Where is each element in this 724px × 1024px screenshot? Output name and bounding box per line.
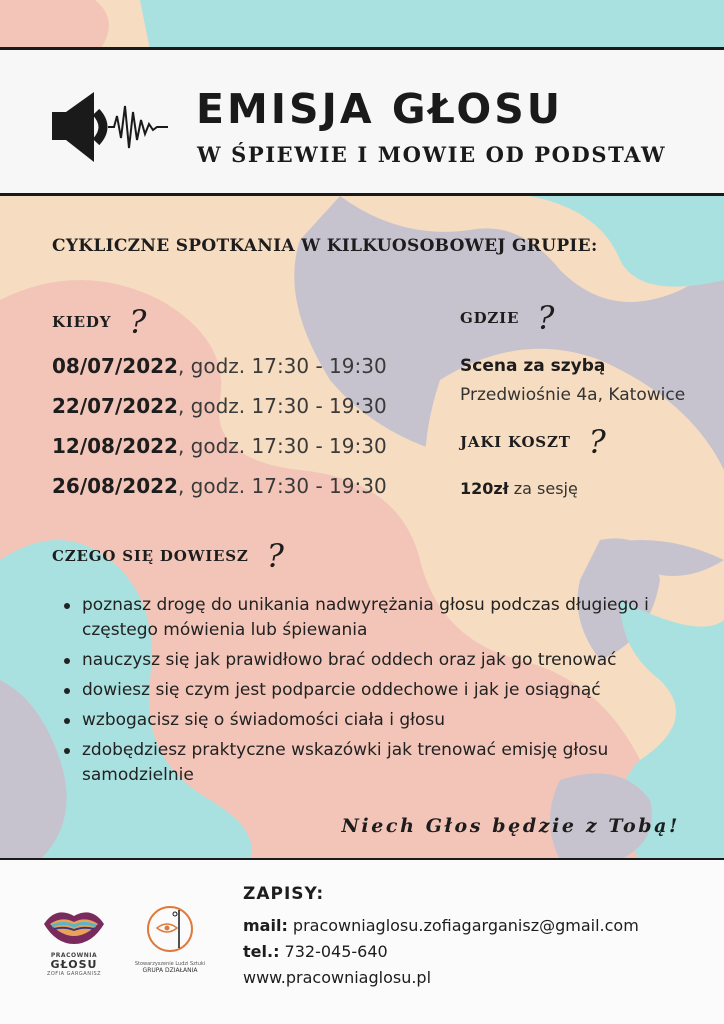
price-amount: 120zł [460,479,509,498]
list-item: poznasz drogę do unikania nadwyrężania głosu podczas długiego i częstego mówienia lub śpiewania [62,593,702,643]
list-item: wzbogacisz się o świadomości ciała i głosu [62,708,702,733]
when-label: KIEDY [52,313,112,331]
circle-eye-icon [145,904,195,954]
date-row: 08/07/2022, godz. 17:30 - 19:30 [52,354,387,378]
signup-heading: ZAPISY: [243,884,325,904]
question-mark-icon: ? [588,423,607,461]
lips-icon [42,904,106,948]
list-item: zdobędziesz praktyczne wskazówki jak trenować emisję głosu samodzielnie [62,738,702,788]
cost-heading [460,423,607,461]
question-mark-icon: ? [537,299,556,337]
logo1-line3: ZOFIA GARGANISZ [46,971,102,977]
logo1-line1: PRACOWNIA [50,952,98,959]
price [460,479,578,498]
learn-heading [52,537,285,575]
when-heading [52,303,148,341]
grupa-dzialania-logo [133,904,207,974]
intro-heading: CYKLICZNE SPOTKANIA W KILKUOSOBOWEJ GRUPIE: [52,236,598,256]
pracownia-glosu-logo [40,904,108,977]
learn-list [62,593,702,793]
dates-list [52,354,387,514]
email-link[interactable]: pracowniaglosu.zofiagarganisz@gmail.com [287,916,639,935]
page-subtitle: W ŚPIEWIE I MOWIE OD PODSTAW [197,142,667,167]
question-mark-icon: ? [129,303,148,341]
speaker-soundwave-icon [50,90,170,164]
date-row: 22/07/2022, godz. 17:30 - 19:30 [52,394,387,418]
date-row: 12/08/2022, godz. 17:30 - 19:30 [52,434,387,458]
page-title: EMISJA GŁOSU [196,85,564,133]
where-label: GDZIE [460,309,520,327]
contact-block [243,884,639,994]
venue-name: Scena za szybą [460,356,606,376]
logo2-line1: Stowarzyszenie Ludzi Sztuki [134,961,206,967]
website-link[interactable]: www.pracowniaglosu.pl [243,968,432,987]
phone-link[interactable]: 732-045-640 [279,942,388,961]
email-row: mail: pracowniaglosu.zofiagarganisz@gmail.com [243,916,639,935]
logo2-line2: GRUPA DZIAŁANIA [142,967,198,974]
learn-label: CZEGO SIĘ DOWIESZ [52,547,249,565]
phone-row: tel.: 732-045-640 [243,942,388,961]
date-row: 26/08/2022, godz. 17:30 - 19:30 [52,474,387,498]
where-heading [460,299,556,337]
footer [0,858,724,1024]
header-banner [0,47,724,196]
venue-address: Przedwiośnie 4a, Katowice [460,385,686,405]
motto: Niech Głos będzie z Tobą! [341,815,680,837]
cost-label: JAKI KOSZT [460,433,571,451]
list-item: dowiesz się czym jest podparcie oddechowe i jak je osiągnąć [62,678,702,703]
question-mark-icon: ? [266,537,285,575]
logo1-line2: GŁOSU [50,958,98,971]
list-item: nauczysz się jak prawidłowo brać oddech oraz jak go trenować [62,648,702,673]
price-unit: za sesję [508,479,578,498]
